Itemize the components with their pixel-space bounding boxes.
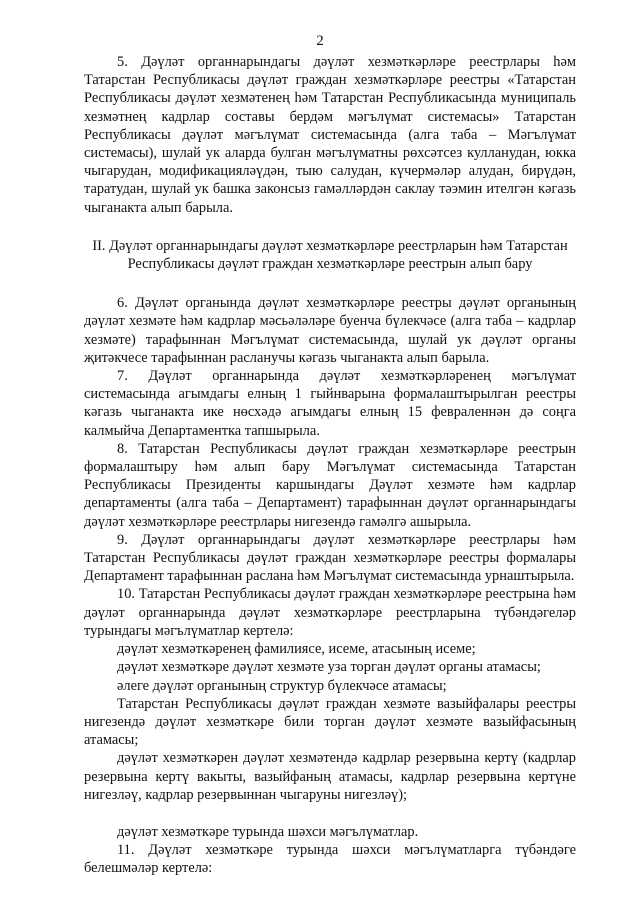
paragraph-8: 8. Татарстан Республикасы дәүләт граждан хезмәткәрләре реестрын формалаштыру һәм алып бару Мәгълүмат системасында Татарстан Республикасы Президенты каршындагы Дәүләт хезмәте һәм кадрлар департаменты (алга таба – Департамент) тарафыннан дәүләт органнарындагы дәүләт хезмәткәрләре реестрлары нигезендә гамәлгә ашырыла. <box>84 440 576 530</box>
list-item-organ: дәүләт хезмәткәре дәүләт хезмәте уза торган дәүләт органы атамасы; <box>117 659 541 676</box>
paragraph-6: 6. Дәүләт органында дәүләт хезмәткәрләре реестры дәүләт органының дәүләт хезмәте һәм кадрлар мәсьәләләре буенча бүлекчәсе (алга таба – кадрлар хезмәте) тарафыннан Мәгълүмат системасында, шулай ук дәүләт органы җитәкчесе тарафыннан расланучы кәгазь чыганакта алып барыла. <box>84 295 576 366</box>
list-item-subdivision: әлеге дәүләт органының структур бүлекчәсе атамасы; <box>117 677 447 694</box>
paragraph-10: 10. Татарстан Республикасы дәүләт граждан хезмәткәрләре реестрына һәм дәүләт органнарында дәүләт хезмәткәрләре реестрларына түбәндәгеләр турындагы мәгълүматлар кертелә: <box>84 586 576 639</box>
paragraph-9: 9. Дәүләт органнарындагы дәүләт хезмәткәрләре реестрлары һәм Татарстан Республикасы дәүләт граждан хезмәткәрләре реестры формалары Департамент тарафыннан раслана һәм Мәгълүмат системасында урнаштырыла. <box>84 531 576 585</box>
list-item-position: Татарстан Республикасы дәүләт граждан хезмәте вазыйфалары реестры нигезендә дәүләт хезмәткәре били торган дәүләт хезмәте вазыйфасының атамасы; <box>84 695 576 749</box>
paragraph-7: 7. Дәүләт органнарында дәүләт хезмәткәрләренең мәгълүмат системасында агымдагы елның 1 гыйнварына формалаштырылган реестры кәгазь чыганакта ике нөсхәдә агымдагы елның 15 февраленнән дә соңга калмыйча Департаментка тапшырыла. <box>84 368 576 439</box>
document-body <box>84 53 576 878</box>
list-item-personal-data: дәүләт хезмәткәре турында шәхси мәгълүматлар. <box>117 823 419 840</box>
page-number: 2 <box>316 33 324 49</box>
paragraph-11: 11. Дәүләт хезмәткәре турында шәхси мәгълүматларга түбәндәге белешмәләр кертелә: <box>84 842 576 877</box>
list-item-reserve: дәүләт хезмәткәрен дәүләт хезмәтендә кадрлар резервына кертү (кадрлар резервына кертү вакыты, вазыйфаның атамасы, кадрлар резервына кертүне нигезләү, кадрлар резервыннан чыгаруны нигезләү); <box>84 750 576 803</box>
section-heading-2: II. Дәүләт органнарындагы дәүләт хезмәткәрләре реестрларын һәм Татарстан Республикасы дәүләт граждан хезмәткәрләре реестрын алып бару <box>92 237 568 273</box>
paragraph-5: 5. Дәүләт органнарындагы дәүләт хезмәткәрләре реестрлары һәм Татарстан Республикасы дәүләт граждан хезмәткәрләре реестры «Татарстан Республикасы дәүләт хезмәтенең һәм Татарстан Республикасында муниципаль хезмәтнең кадрлар составы бердәм мәгълүмат системасы» Татарстан Республикасы дәүләт мәгълүмат системасында (алга таба – Мәгълүмат системасы), шулай ук аларда булган мәгълүматны рөхсәтсез кулланудан, юкка чыгарудан, модификацияләүдән, тыю салудан, күчермәләр алудан, бирүдән, таратудан, шулай ук башка законсыз гамәлләрдән саклау тәэмин ителгән кәгазь чыганакта алып барыла. <box>84 54 576 216</box>
list-item-name: дәүләт хезмәткәренең фамилиясе, исеме, атасының исеме; <box>117 641 476 658</box>
